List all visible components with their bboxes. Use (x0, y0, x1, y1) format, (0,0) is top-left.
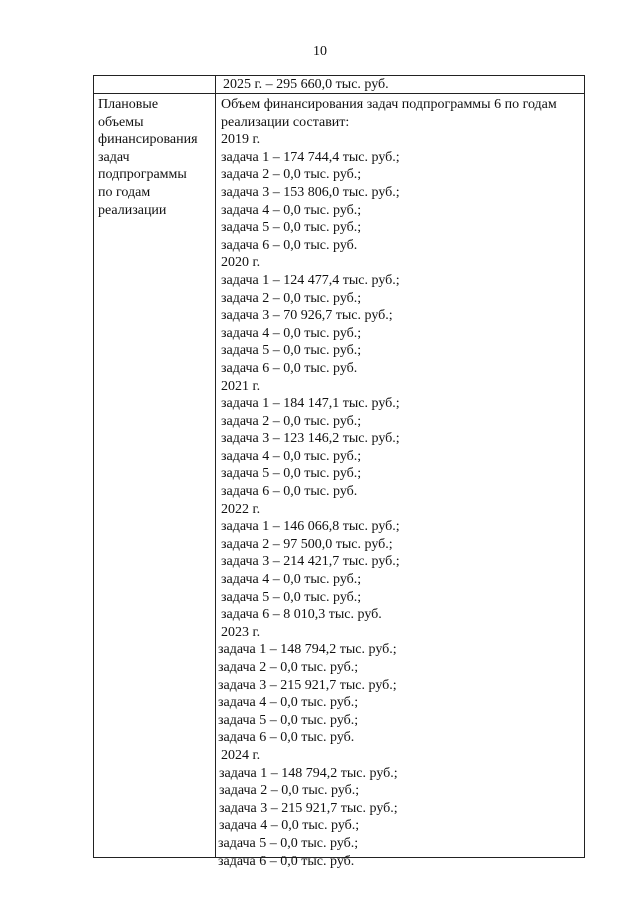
task-amount-line: задача 6 – 8 010,3 тыс. руб. (221, 607, 382, 623)
task-amount-line: задача 2 – 0,0 тыс. руб.; (218, 660, 359, 675)
row-header-line: реализации (98, 202, 167, 218)
task-amount-line: задача 1 – 146 066,8 тыс. руб.; (221, 519, 400, 535)
task-amount-line: задача 5 – 0,0 тыс. руб.; (221, 589, 362, 605)
task-amount-line: задача 4 – 0,0 тыс. руб.; (221, 202, 362, 218)
task-amount-line: задача 2 – 0,0 тыс. руб.; (221, 167, 362, 183)
year-label: 2023 г. (221, 624, 261, 640)
intro-text: Объем финансирования задач подпрограммы 6 по годам реализации составит: (221, 97, 557, 130)
task-amount-line: задача 3 – 70 926,7 тыс. руб.; (221, 308, 393, 324)
task-amount-line: задача 4 – 0,0 тыс. руб.; (219, 818, 360, 834)
year-block (218, 254, 584, 377)
task-amount-line: задача 1 – 184 147,1 тыс. руб.; (221, 396, 400, 412)
year-block (218, 131, 584, 254)
task-amount-line: задача 1 – 148 794,2 тыс. руб.; (219, 765, 398, 781)
task-amount-line: задача 6 – 0,0 тыс. руб. (221, 484, 358, 500)
column-divider (215, 76, 216, 857)
row-header-line: финансирования (98, 132, 198, 148)
row-header-line: задач (98, 149, 130, 165)
task-amount-line: задача 1 – 124 477,4 тыс. руб.; (221, 272, 400, 288)
task-amount-line: задача 2 – 0,0 тыс. руб.; (221, 413, 362, 429)
year-block (218, 624, 584, 747)
task-amount-line: задача 3 – 153 806,0 тыс. руб.; (221, 184, 400, 200)
year-label: 2022 г. (221, 501, 261, 517)
row-header-line: Плановые (98, 97, 159, 112)
task-amount-line: задача 6 – 0,0 тыс. руб. (221, 237, 358, 253)
task-amount-line: задача 1 – 174 744,4 тыс. руб.; (221, 149, 400, 165)
row-header-line: подпрограммы (98, 167, 187, 183)
financing-table (93, 75, 585, 869)
task-amount-line: задача 3 – 215 921,7 тыс. руб.; (218, 677, 397, 693)
row-divider (94, 93, 584, 94)
task-amount-line: задача 5 – 0,0 тыс. руб.; (221, 466, 362, 482)
task-amount-line: задача 4 – 0,0 тыс. руб.; (221, 325, 362, 341)
task-amount-line: задача 5 – 0,0 тыс. руб.; (218, 835, 359, 851)
task-amount-line: задача 3 – 214 421,7 тыс. руб.; (221, 554, 400, 570)
task-amount-line: задача 4 – 0,0 тыс. руб.; (221, 448, 362, 464)
year-block (218, 378, 584, 501)
year-block (218, 747, 584, 870)
task-amount-line: задача 2 – 0,0 тыс. руб.; (219, 783, 360, 799)
year-label: 2019 г. (221, 132, 261, 148)
row-header-line: объемы (98, 114, 144, 130)
task-amount-line: задача 4 – 0,0 тыс. руб.; (221, 572, 362, 588)
page-number: 10 (313, 44, 327, 59)
row-header-line: по годам (98, 184, 151, 200)
continuation-row-text: 2025 г. – 295 660,0 тыс. руб. (223, 77, 389, 92)
task-amount-line: задача 5 – 0,0 тыс. руб.; (221, 343, 362, 359)
task-amount-line: задача 6 – 0,0 тыс. руб. (218, 730, 355, 746)
year-label: 2024 г. (221, 747, 261, 763)
task-amount-line: задача 3 – 215 921,7 тыс. руб.; (219, 800, 398, 816)
financing-details-cell (218, 96, 584, 870)
task-amount-line: задача 6 – 0,0 тыс. руб. (221, 360, 358, 376)
row-header-cell (98, 96, 212, 219)
task-amount-line: задача 5 – 0,0 тыс. руб.; (221, 220, 362, 236)
years-list (218, 131, 584, 870)
task-amount-line: задача 3 – 123 146,2 тыс. руб.; (221, 431, 400, 447)
task-amount-line: задача 1 – 148 794,2 тыс. руб.; (218, 642, 397, 658)
task-amount-line: задача 4 – 0,0 тыс. руб.; (218, 695, 359, 711)
year-label: 2020 г. (221, 255, 261, 271)
task-amount-line: задача 2 – 97 500,0 тыс. руб.; (221, 536, 393, 552)
task-amount-line: задача 6 – 0,0 тыс. руб. (218, 853, 355, 869)
year-label: 2021 г. (221, 378, 261, 394)
task-amount-line: задача 2 – 0,0 тыс. руб.; (221, 290, 362, 306)
task-amount-line: задача 5 – 0,0 тыс. руб.; (218, 712, 359, 728)
year-block (218, 501, 584, 624)
